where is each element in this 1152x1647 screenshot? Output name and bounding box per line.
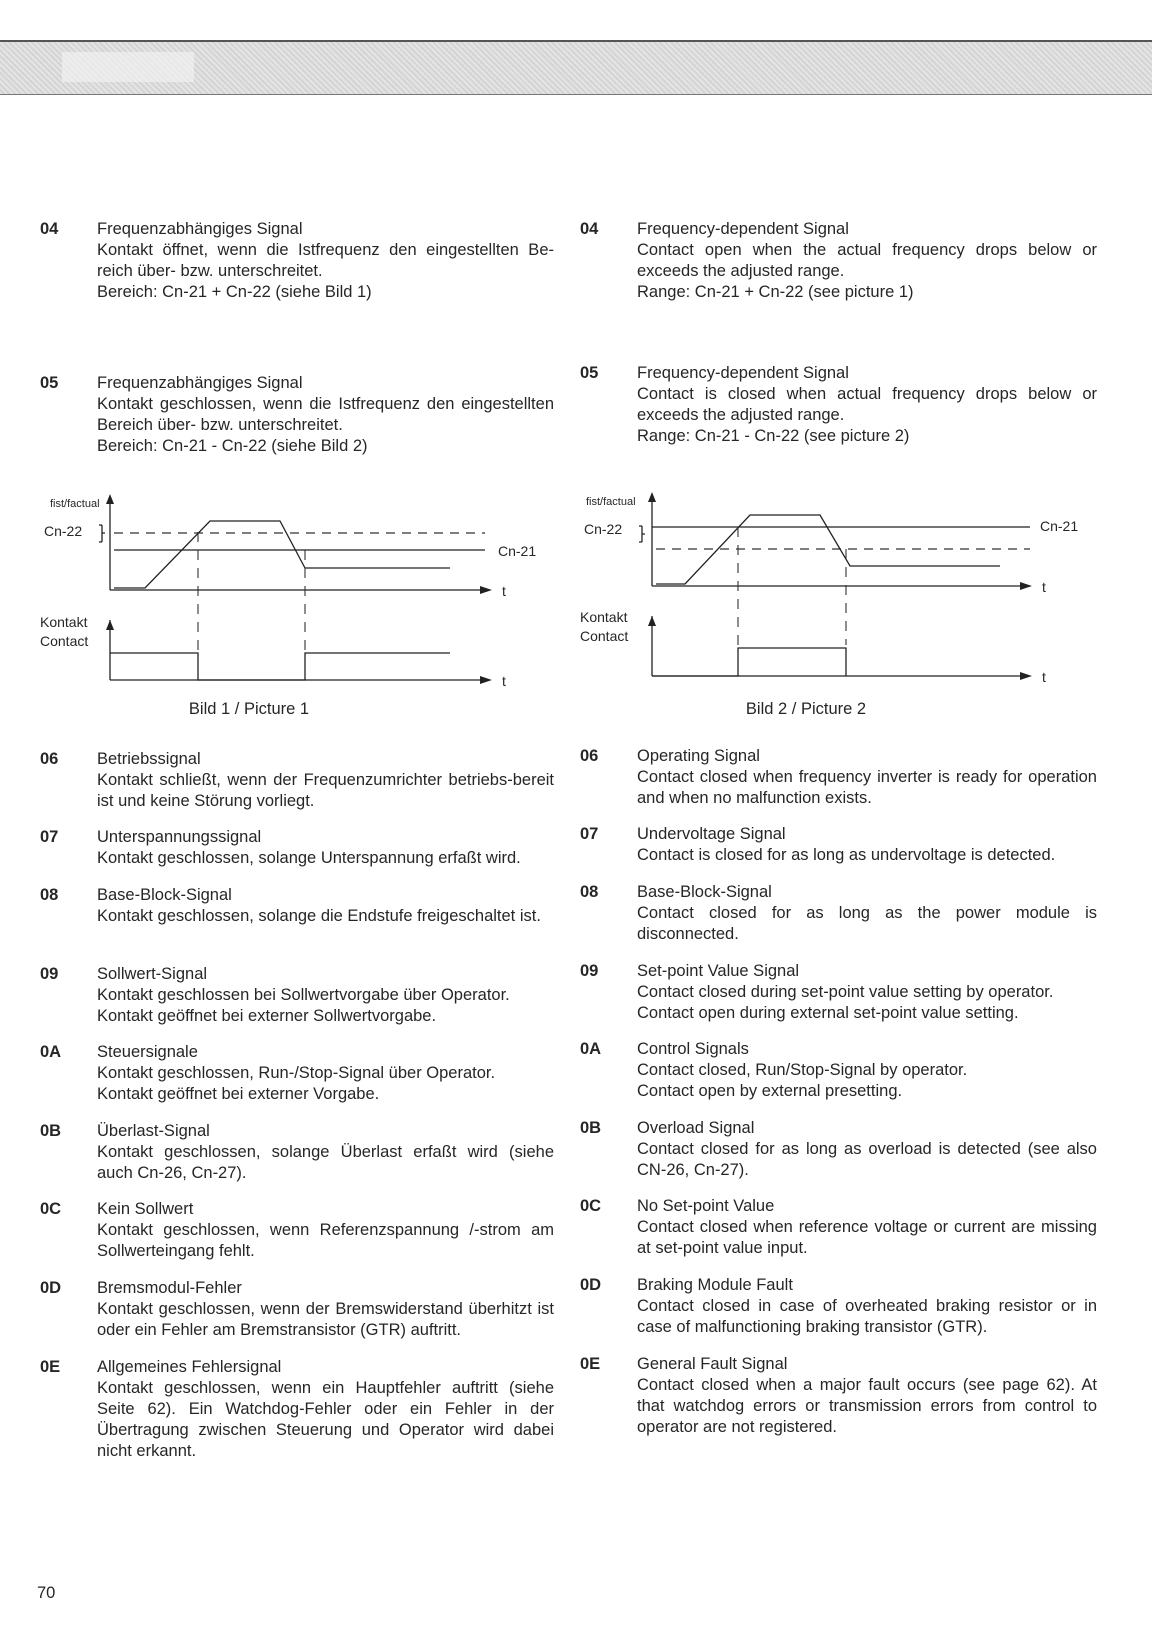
diagram1-caption: Bild 1 / Picture 1	[188, 700, 310, 718]
signal-code: 04	[40, 220, 59, 238]
diagram1-t-label-bottom: t	[502, 673, 506, 689]
signal-title: General Fault Signal	[637, 1355, 788, 1373]
signal-code: 08	[580, 883, 599, 901]
diagram1-level-label: Cn-21	[498, 543, 537, 559]
signal-text-line: Contact closed for as long as the power module is disconnected.	[637, 904, 1097, 943]
signal-description	[637, 746, 1097, 809]
signal-title: Frequenzabhängiges Signal	[97, 374, 303, 392]
signal-description	[637, 824, 1097, 866]
signal-description	[637, 1196, 1097, 1259]
signal-title: Base-Block-Signal	[637, 883, 772, 901]
signal-title: Betriebssignal	[97, 750, 201, 768]
signal-code: 0D	[40, 1279, 62, 1297]
signal-title: Kein Sollwert	[97, 1200, 194, 1218]
signal-code: 05	[40, 374, 59, 392]
signal-code: 06	[580, 747, 599, 765]
signal-code: 0E	[580, 1355, 601, 1373]
signal-text-line: Kontakt geschlossen, Run-/Stop-Signal über Operator.	[97, 1064, 496, 1082]
signal-title: Braking Module Fault	[637, 1276, 793, 1294]
signal-title: Frequency-dependent Signal	[637, 364, 849, 382]
diagram1-contact-y-arrow	[106, 620, 114, 630]
diagram1-y-arrow	[106, 494, 114, 504]
diagram-picture-2	[570, 490, 1090, 690]
signal-code: 09	[40, 965, 59, 983]
signal-description	[97, 749, 554, 812]
signal-text-line: Kontakt geschlossen, wenn ein Hauptfehler auftritt (siehe Seite 62). Ein Watchdog-Fehler oder ein Fehler in der Übertragung zwischen Steuerung und Operator wird dabei nicht erkannt.	[97, 1379, 554, 1460]
signal-text-line: Kontakt geschlossen, wenn der Bremswiderstand überhitzt ist oder ein Fehler am Bremstransistor (GTR) auftritt.	[97, 1300, 554, 1339]
signal-description	[637, 363, 1097, 447]
signal-description	[637, 1039, 1097, 1102]
signal-title: Steuersignale	[97, 1043, 198, 1061]
diagram1-t-label-top: t	[502, 583, 506, 599]
signal-code: 07	[40, 828, 59, 846]
signal-description	[637, 219, 1097, 303]
signal-code: 0A	[40, 1043, 62, 1061]
signal-text-line: Kontakt schließt, wenn der Frequenzumrichter betriebs-bereit ist und keine Störung vorliegt.	[97, 771, 554, 810]
diagram2-t-label-top: t	[1042, 579, 1046, 595]
signal-description	[97, 219, 554, 303]
signal-title: Allgemeines Fehlersignal	[97, 1358, 282, 1376]
diagram2-contact-x-arrow	[1020, 672, 1032, 680]
signal-code: 08	[40, 886, 59, 904]
signal-text-line: Contact closed during set-point value setting by operator.	[637, 983, 1054, 1001]
signal-title: Set-point Value Signal	[637, 962, 800, 980]
signal-description	[637, 1354, 1097, 1438]
signal-description	[97, 885, 554, 927]
signal-text-line: Contact closed when a major fault occurs (see page 62). At that watchdog errors or transmission errors from control to operator are not registered.	[637, 1376, 1097, 1436]
signal-text-line: Contact open when the actual frequency drops below or exceeds the adjusted range.	[637, 241, 1097, 280]
signal-title: No Set-point Value	[637, 1197, 775, 1215]
signal-text-line: Contact is closed when actual frequency drops below or exceeds the adjusted range.	[637, 385, 1097, 424]
diagram2-y-label: fist/factual	[586, 496, 636, 508]
diagram1-contact-x-arrow	[480, 676, 492, 684]
diagram2-y-arrow	[648, 492, 656, 502]
header-logo-mark	[62, 52, 194, 82]
signal-text-line: Contact closed in case of overheated braking resistor or in case of malfunctioning braking transistor (GTR).	[637, 1297, 1097, 1336]
signal-code: 06	[40, 750, 59, 768]
signal-text-line: Kontakt geschlossen bei Sollwertvorgabe über Operator.	[97, 986, 510, 1004]
signal-code: 04	[580, 220, 599, 238]
signal-description	[637, 1275, 1097, 1338]
signal-title: Undervoltage Signal	[637, 825, 786, 843]
signal-title: Bremsmodul-Fehler	[97, 1279, 242, 1297]
signal-text-line: Kontakt geschlossen, solange Unterspannung erfaßt wird.	[97, 849, 521, 867]
diagram2-x-arrow	[1020, 582, 1032, 590]
signal-text-line: Kontakt geschlossen, solange Überlast erfaßt wird (siehe auch Cn-26, Cn-27).	[97, 1143, 554, 1182]
diagram1-y-label: fist/factual	[50, 498, 100, 510]
diagram2-contact-de: Kontakt	[580, 609, 628, 625]
header-band	[0, 40, 1152, 95]
signal-text-line: Kontakt geöffnet bei externer Sollwertvorgabe.	[97, 1007, 437, 1025]
signal-code: 0B	[580, 1119, 602, 1137]
signal-text-line: Contact closed when reference voltage or current are missing at set-point value input.	[637, 1218, 1097, 1257]
signal-title: Control Signals	[637, 1040, 749, 1058]
diagram1-frequency-curve	[114, 521, 450, 588]
signal-title: Frequency-dependent Signal	[637, 220, 849, 238]
signal-text-line: Contact open by external presetting.	[637, 1082, 903, 1100]
diagram2-contact-y-arrow	[648, 616, 656, 626]
signal-code: 05	[580, 364, 599, 382]
signal-text-line: Kontakt geschlossen, wenn die Istfrequenz den eingestellten Bereich über- bzw. unterschreitet.	[97, 395, 554, 434]
signal-code: 0A	[580, 1040, 602, 1058]
signal-title: Frequenzabhängiges Signal	[97, 220, 303, 238]
signal-code: 0D	[580, 1276, 602, 1294]
signal-description	[637, 1118, 1097, 1181]
diagram2-contact-en: Contact	[580, 628, 629, 644]
signal-code: 07	[580, 825, 599, 843]
diagram1-band-label: Cn-22	[44, 523, 83, 539]
signal-description	[97, 1121, 554, 1184]
page-number: 70	[37, 1584, 56, 1602]
signal-code: 09	[580, 962, 599, 980]
signal-description	[97, 373, 554, 457]
signal-code: 0B	[40, 1122, 62, 1140]
diagram1-contact-curve	[110, 653, 450, 680]
diagram1-band-brace	[99, 525, 105, 542]
signal-description	[97, 1357, 554, 1462]
signal-text-line: Kontakt öffnet, wenn die Istfrequenz den eingestellten Be-reich über- bzw. unterschreitet.	[97, 241, 554, 280]
signal-title: Überlast-Signal	[97, 1122, 210, 1140]
signal-text-line: Kontakt geschlossen, solange die Endstufe freigeschaltet ist.	[97, 907, 541, 925]
diagram-picture-1	[30, 490, 550, 690]
diagram2-caption: Bild 2 / Picture 2	[745, 700, 867, 718]
signal-code: 0E	[40, 1358, 61, 1376]
signal-description	[97, 827, 554, 869]
signal-text-line: Kontakt geöffnet bei externer Vorgabe.	[97, 1085, 380, 1103]
signal-title: Operating Signal	[637, 747, 760, 765]
signal-title: Unterspannungssignal	[97, 828, 262, 846]
signal-text-line: Range: Cn-21 + Cn-22 (see picture 1)	[637, 283, 914, 301]
signal-title: Sollwert-Signal	[97, 965, 208, 983]
signal-text-line: Range: Cn-21 - Cn-22 (see picture 2)	[637, 427, 910, 445]
signal-title: Base-Block-Signal	[97, 886, 232, 904]
signal-text-line: Contact open during external set-point value setting.	[637, 1004, 1019, 1022]
signal-description	[97, 1199, 554, 1262]
signal-text-line: Kontakt geschlossen, wenn Referenzspannung /-strom am Sollwerteingang fehlt.	[97, 1221, 554, 1260]
signal-text-line: Contact closed, Run/Stop-Signal by operator.	[637, 1061, 968, 1079]
diagram1-x-arrow	[480, 586, 492, 594]
diagram2-band-label: Cn-22	[584, 521, 623, 537]
signal-text-line: Contact is closed for as long as undervoltage is detected.	[637, 846, 1056, 864]
diagram1-contact-en: Contact	[40, 633, 89, 649]
signal-text-line: Bereich: Cn-21 - Cn-22 (siehe Bild 2)	[97, 437, 368, 455]
signal-description	[637, 882, 1097, 945]
signal-code: 0C	[580, 1197, 602, 1215]
diagram2-t-label-bottom: t	[1042, 669, 1046, 685]
signal-description	[97, 964, 554, 1027]
signal-description	[637, 961, 1097, 1024]
diagram2-contact-curve	[652, 648, 846, 676]
signal-text-line: Contact closed for as long as overload is detected (see also CN-26, Cn-27).	[637, 1140, 1097, 1179]
signal-text-line: Contact closed when frequency inverter is ready for operation and when no malfunction exists.	[637, 768, 1097, 807]
diagram1-contact-de: Kontakt	[40, 614, 88, 630]
signal-description	[97, 1042, 554, 1105]
diagram2-level-label: Cn-21	[1040, 518, 1079, 534]
signal-text-line: Bereich: Cn-21 + Cn-22 (siehe Bild 1)	[97, 283, 372, 301]
diagram2-band-brace	[639, 526, 645, 542]
signal-title: Overload Signal	[637, 1119, 755, 1137]
signal-description	[97, 1278, 554, 1341]
signal-code: 0C	[40, 1200, 62, 1218]
